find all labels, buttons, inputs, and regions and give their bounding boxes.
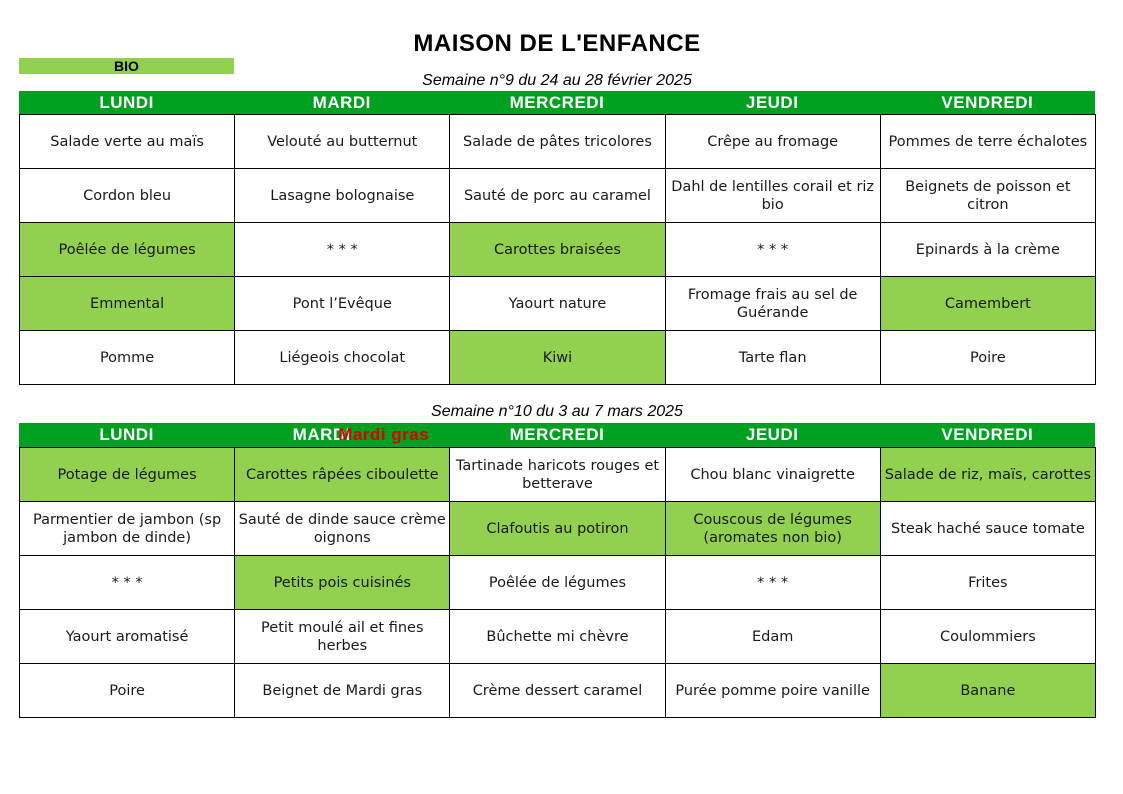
menu-cell: Beignet de Mardi gras xyxy=(235,664,450,718)
menu-cell: Camembert xyxy=(880,277,1095,331)
menu-cell: * * * xyxy=(20,556,235,610)
menu-cell: Banane xyxy=(880,664,1095,718)
menu-cell: Clafoutis au potiron xyxy=(450,502,665,556)
menu-cell: Liégeois chocolat xyxy=(235,331,450,385)
menu-cell: Tarte flan xyxy=(665,331,880,385)
menu-cell: Emmental xyxy=(20,277,235,331)
menu-cell: Parmentier de jambon (sp jambon de dinde) xyxy=(20,502,235,556)
menu-cell: Edam xyxy=(665,610,880,664)
day-header-mercredi: MERCREDI xyxy=(509,93,605,112)
menu-cell: Carottes râpées ciboulette xyxy=(235,448,450,502)
menu-row xyxy=(20,502,1096,556)
menu-cell: Fromage frais au sel de Guérande xyxy=(665,277,880,331)
day-header-jeudi: JEUDI xyxy=(745,425,799,444)
menu-row xyxy=(20,556,1096,610)
menu-cell: Steak haché sauce tomate xyxy=(880,502,1095,556)
menu-row xyxy=(20,664,1096,718)
menu-cell: Tartinade haricots rouges et betterave xyxy=(450,448,665,502)
menu-cell: Cordon bleu xyxy=(20,169,235,223)
menu-cell: Potage de légumes xyxy=(20,448,235,502)
menu-cell: Couscous de légumes (aromates non bio) xyxy=(665,502,880,556)
menu-cell: Crème dessert caramel xyxy=(450,664,665,718)
menu-cell: Pont l’Evêque xyxy=(235,277,450,331)
menu-cell: Sauté de dinde sauce crème oignons xyxy=(235,502,450,556)
menu-cell: Crêpe au fromage xyxy=(665,115,880,169)
menu-cell: Salade de riz, maïs, carottes xyxy=(880,448,1095,502)
menu-cell: Poêlée de légumes xyxy=(20,223,235,277)
menu-row xyxy=(20,331,1096,385)
menu-row xyxy=(20,223,1096,277)
menu-row xyxy=(20,610,1096,664)
menu-cell: Frites xyxy=(880,556,1095,610)
menu-table xyxy=(19,447,1096,718)
day-header-mardi-label: MARDI xyxy=(292,425,351,444)
menu-cell: Sauté de porc au caramel xyxy=(450,169,665,223)
day-header-mercredi: MERCREDI xyxy=(509,425,605,444)
menu-cell: Poire xyxy=(20,664,235,718)
week-title: Semaine n°10 du 3 au 7 mars 2025 xyxy=(431,403,683,420)
week-title: Semaine n°9 du 24 au 28 février 2025 xyxy=(422,72,692,89)
menu-cell: Kiwi xyxy=(450,331,665,385)
menu-cell: Coulommiers xyxy=(880,610,1095,664)
menu-cell: Salade verte au maïs xyxy=(20,115,235,169)
day-header-mardi xyxy=(234,423,449,447)
day-header-row xyxy=(19,91,1095,115)
day-header-row xyxy=(19,423,1095,447)
menu-row xyxy=(20,277,1096,331)
menu-cell: Purée pomme poire vanille xyxy=(665,664,880,718)
menu-row xyxy=(20,169,1096,223)
menu-cell: * * * xyxy=(235,223,450,277)
menu-cell: Petit moulé ail et fines herbes xyxy=(235,610,450,664)
bio-legend: BIO xyxy=(19,58,234,74)
day-header-lundi: LUNDI xyxy=(99,93,154,112)
menu-cell: Poêlée de légumes xyxy=(450,556,665,610)
menu-cell: Poire xyxy=(880,331,1095,385)
menu-cell: Epinards à la crème xyxy=(880,223,1095,277)
day-header-vendredi: VENDREDI xyxy=(941,425,1034,444)
page-title: MAISON DE L'ENFANCE xyxy=(413,30,701,57)
menu-cell: Petits pois cuisinés xyxy=(235,556,450,610)
day-header-lundi: LUNDI xyxy=(99,425,154,444)
menu-row xyxy=(20,115,1096,169)
menu-cell: Bûchette mi chèvre xyxy=(450,610,665,664)
menu-cell: Pommes de terre échalotes xyxy=(880,115,1095,169)
menu-cell: Yaourt nature xyxy=(450,277,665,331)
menu-cell: Velouté au butternut xyxy=(235,115,450,169)
menu-cell: Salade de pâtes tricolores xyxy=(450,115,665,169)
menu-table xyxy=(19,114,1096,385)
day-header-mardi: MARDI xyxy=(312,93,371,112)
menu-cell: Beignets de poisson et citron xyxy=(880,169,1095,223)
menu-cell: * * * xyxy=(665,223,880,277)
menu-cell: Carottes braisées xyxy=(450,223,665,277)
day-header-jeudi: JEUDI xyxy=(745,93,799,112)
day-header-vendredi: VENDREDI xyxy=(941,93,1034,112)
mardi-gras-note: Mardi gras xyxy=(338,425,430,444)
menu-cell: Chou blanc vinaigrette xyxy=(665,448,880,502)
menu-cell: Yaourt aromatisé xyxy=(20,610,235,664)
menu-cell: Lasagne bolognaise xyxy=(235,169,450,223)
menu-cell: * * * xyxy=(665,556,880,610)
menu-row xyxy=(20,448,1096,502)
menu-cell: Dahl de lentilles corail et riz bio xyxy=(665,169,880,223)
menu-cell: Pomme xyxy=(20,331,235,385)
